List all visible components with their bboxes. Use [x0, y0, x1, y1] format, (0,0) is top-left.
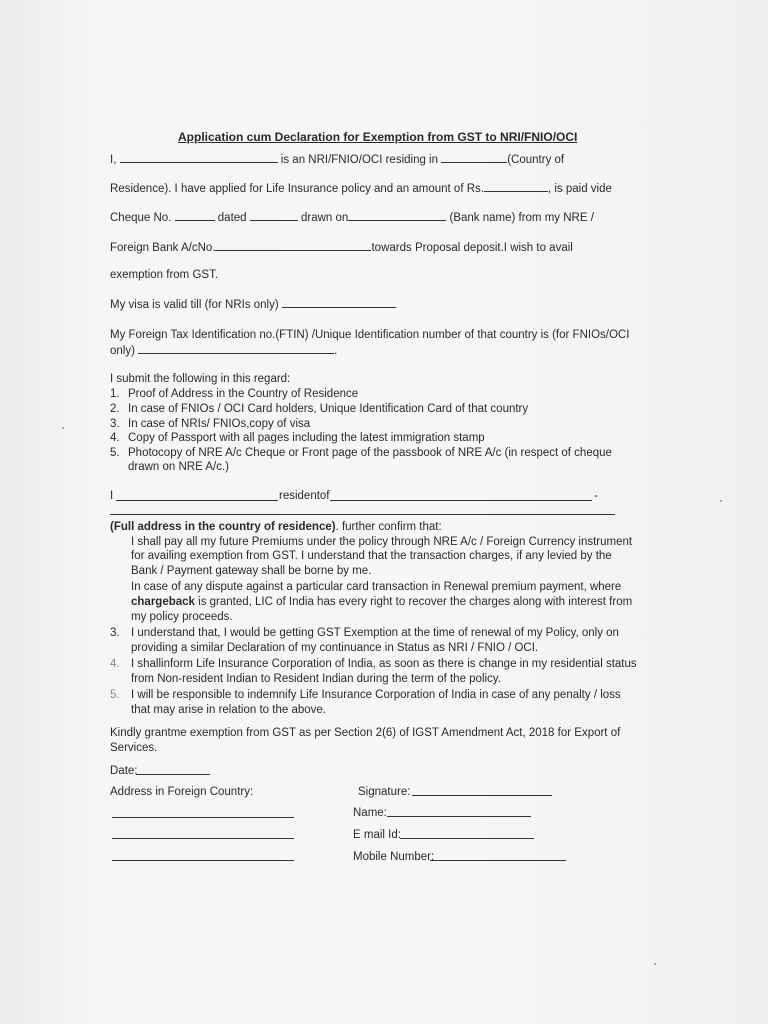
point-5-line-2: that may arise in relation to the above. — [131, 704, 326, 716]
submit-num-2: 2. — [110, 403, 120, 415]
full-address-blank[interactable] — [110, 514, 615, 515]
ftin-end: . — [334, 345, 338, 357]
name-blank[interactable] — [120, 152, 278, 163]
account-no-blank[interactable] — [215, 240, 371, 251]
full-address-rest: . further confirm that: — [335, 521, 442, 533]
confirm-line-1: I shall pay all my future Premiums under the policy through NRE A/c / Foreign Currency instrument — [131, 536, 633, 548]
scan-speck — [654, 963, 656, 965]
visa-label: My visa is valid till (for NRIs only) — [110, 299, 279, 311]
submit-item-4: Copy of Passport with all pages including the latest immigration stamp — [128, 432, 485, 444]
country-blank[interactable] — [441, 152, 507, 163]
para-line-1 — [110, 152, 564, 167]
p4-text: towards Proposal deposit.I wish to avail — [371, 242, 573, 254]
point-3-line-2: providing a similar Declaration of my continuance in Status as NRI / FNIO / OCI. — [131, 642, 539, 654]
resident-dash: - — [594, 490, 598, 502]
submit-intro: I submit the following in this regard: — [110, 373, 291, 385]
mobile-label: Mobile Number: — [353, 851, 435, 863]
signature-blank[interactable] — [412, 795, 552, 796]
name-field-blank[interactable] — [387, 816, 531, 817]
scan-speck — [720, 500, 722, 502]
submit-num-4: 4. — [110, 432, 120, 444]
mobile-blank[interactable] — [430, 860, 566, 861]
p1-i: I, — [110, 154, 117, 166]
ftin-only: only) — [110, 345, 135, 357]
para-line-3 — [110, 210, 594, 225]
confirm-line-5 — [131, 595, 632, 609]
submit-item-3: In case of NRIs/ FNIOs,copy of visa — [128, 418, 311, 430]
address-line-3[interactable] — [112, 860, 294, 861]
ftin-blank[interactable] — [138, 343, 334, 354]
drawn-on-label: drawn on — [300, 212, 349, 224]
bank-name-text: (Bank name) from my NRE / — [449, 212, 594, 224]
submit-num-3: 3. — [110, 418, 120, 430]
point-num-3: 3. — [110, 627, 120, 639]
date-label: Date: — [110, 765, 138, 777]
submit-item-2: In case of FNIOs / OCI Card holders, Unique Identification Card of that country — [128, 403, 529, 415]
account-label: Foreign Bank A/cNo. — [110, 242, 216, 254]
kindly-line-1: Kindly grantme exemption from GST as per Section 2(6) of IGST Amendment Act, 2018 for Export of — [110, 727, 621, 739]
full-address-line — [110, 520, 442, 534]
submit-item-5: Photocopy of NRE A/c Cheque or Front page of the passbook of NRE A/c (in respect of cheque — [128, 447, 612, 459]
address-line-2[interactable] — [112, 838, 294, 839]
para-line-2 — [110, 181, 612, 196]
confirm-line-6: my policy proceeds. — [131, 611, 233, 623]
submit-num-5: 5. — [110, 447, 120, 459]
para-line-5: exemption from GST. — [110, 269, 219, 281]
resident-of-label: residentof — [279, 490, 330, 502]
confirm-line-4: In case of any dispute against a particular card transaction in Renewal premium payment, where — [131, 581, 622, 593]
point-4-line-1: I shallinform Life Insurance Corporation of India, as soon as there is change in my residential status — [131, 658, 637, 670]
confirm-line-3: Bank / Payment gateway shall be borne by me. — [131, 565, 372, 577]
dated-label: dated — [217, 212, 247, 224]
resident-i: I — [110, 490, 114, 502]
visa-line — [110, 297, 396, 312]
submit-item-1: Proof of Address in the Country of Residence — [128, 388, 359, 400]
p2-text: Residence). I have applied for Life Insurance policy and an amount of Rs. — [110, 183, 484, 195]
cheque-no-blank[interactable] — [175, 210, 215, 221]
submit-num-1: 1. — [110, 388, 120, 400]
signature-label: Signature: — [358, 786, 411, 798]
email-label: E mail Id: — [353, 829, 401, 841]
submit-item-5-cont: drawn on NRE A/c.) — [128, 461, 229, 473]
name-label: Name: — [353, 807, 387, 819]
address-line-1[interactable] — [112, 817, 294, 818]
para-line-4 — [110, 240, 573, 255]
ftin-line-1: My Foreign Tax Identification no.(FTIN) /Unique Identification number of that country is (for FNIOs/OCI — [110, 329, 630, 341]
point-num-4: 4. — [110, 658, 120, 670]
p1-country: (Country of — [507, 154, 565, 166]
address-label: Address in Foreign Country: — [110, 786, 254, 798]
confirm-line-5-text: is granted, LIC of India has every right to recover the charges along with interest from — [198, 596, 633, 608]
point-num-5: 5. — [110, 689, 120, 701]
chargeback-bold: chargeback — [131, 596, 195, 608]
ftin-line-2 — [110, 343, 337, 358]
cheque-date-blank[interactable] — [250, 210, 298, 221]
confirm-line-2: for availing exemption from GST. I understand that the transaction charges, if any levied by the — [131, 550, 612, 562]
point-4-line-2: from Non-resident Indian to Resident Indian during the term of the policy. — [131, 673, 501, 685]
email-blank[interactable] — [400, 838, 534, 839]
resident-country-blank[interactable] — [330, 500, 592, 501]
p2-end: , is paid vide — [547, 183, 612, 195]
full-address-bold: (Full address in the country of residence) — [110, 521, 336, 533]
scan-speck — [62, 427, 64, 429]
date-blank[interactable] — [136, 774, 210, 775]
point-3-line-1: I understand that, I would be getting GST Exemption at the time of renewal of my Policy, only on — [131, 627, 619, 639]
kindly-line-2: Services. — [110, 742, 158, 754]
form-title: Application cum Declaration for Exemption from GST to NRI/FNIO/OCI — [178, 130, 578, 144]
visa-date-blank[interactable] — [282, 297, 396, 308]
p1-text: is an NRI/FNIO/OCI residing in — [280, 154, 439, 166]
resident-name-blank[interactable] — [116, 500, 278, 501]
point-5-line-1: I will be responsible to indemnify Life Insurance Corporation of India in case of any penalty / loss — [131, 689, 621, 701]
bank-name-blank[interactable] — [348, 210, 446, 221]
amount-blank[interactable] — [484, 181, 548, 192]
cheque-label: Cheque No. — [110, 212, 172, 224]
